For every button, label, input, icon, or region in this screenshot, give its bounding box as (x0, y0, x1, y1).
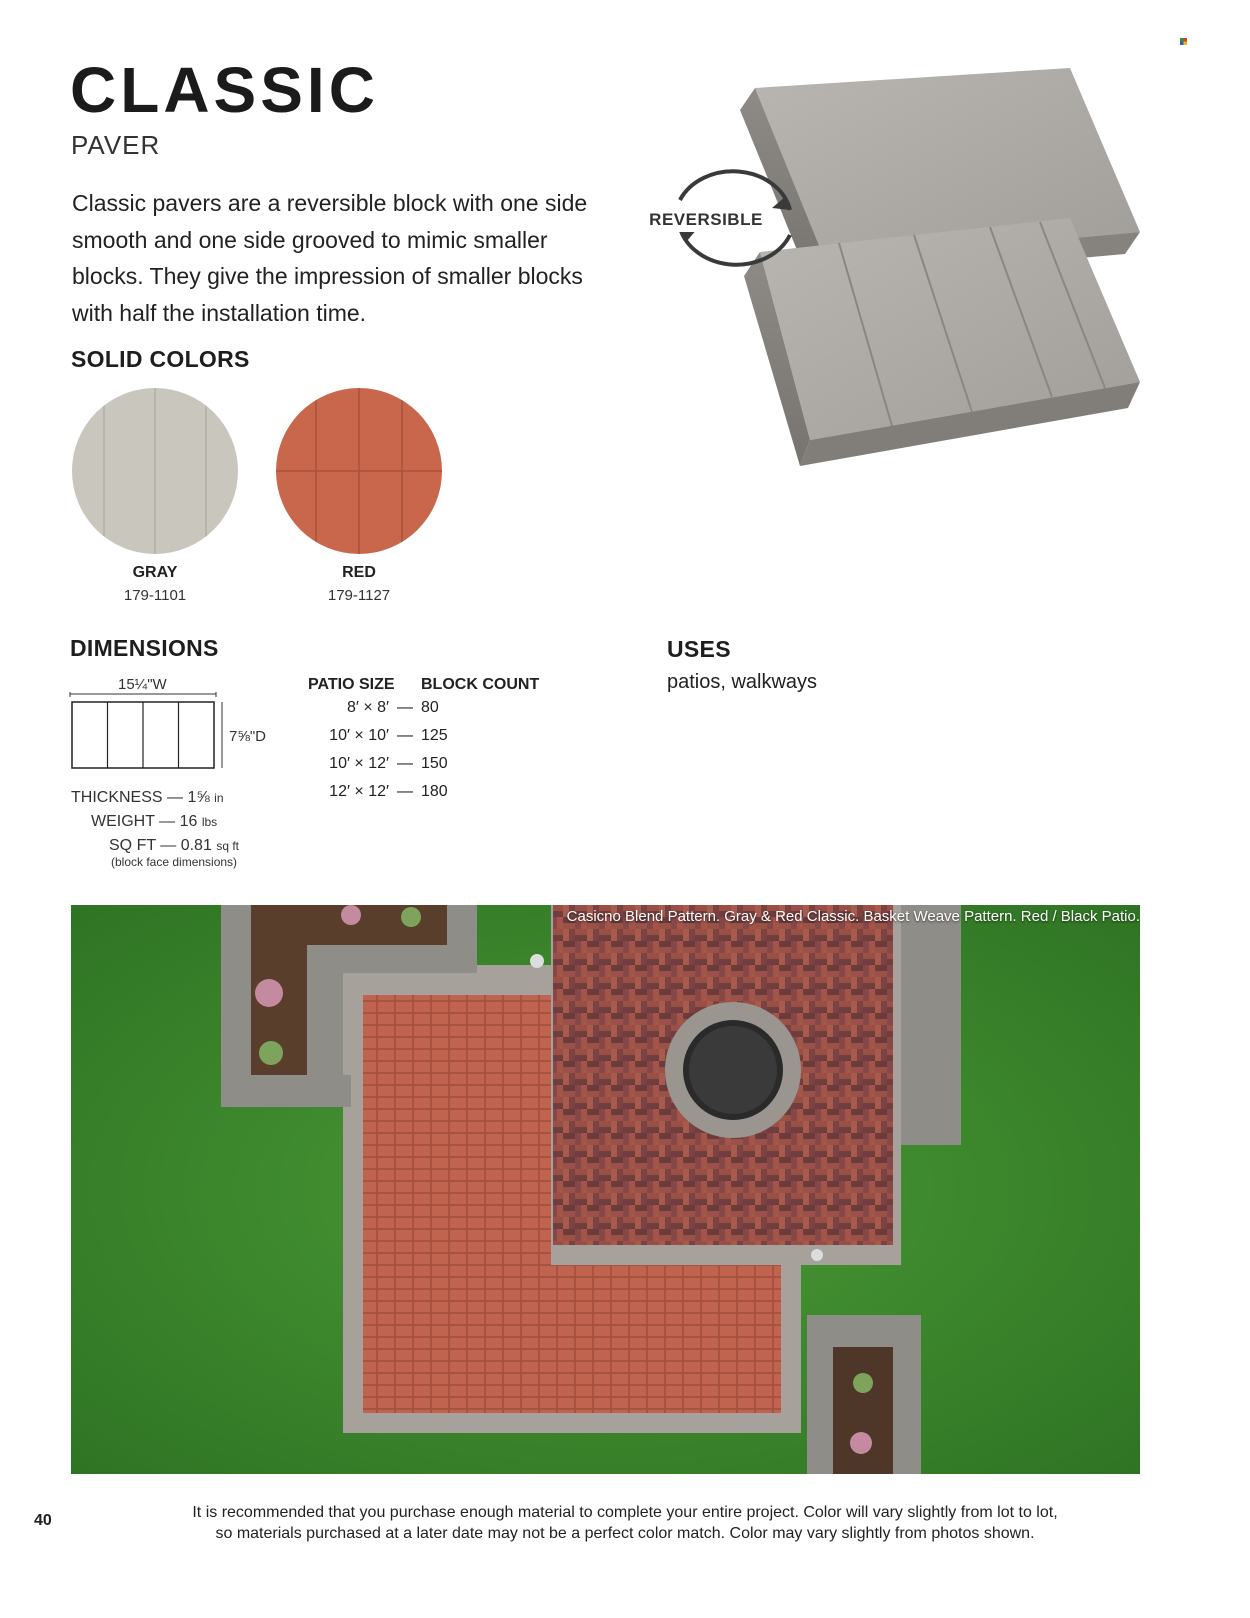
thickness-spec: THICKNESS — 1⅝ in (71, 789, 224, 806)
swatch-code: 179-1101 (123, 587, 187, 604)
swatch-code: 179-1127 (327, 587, 391, 604)
patio-size-header: PATIO SIZE (308, 676, 395, 693)
swatch-name: GRAY (132, 564, 178, 581)
block-count-header: BLOCK COUNT (421, 676, 540, 693)
dimensions-heading: DIMENSIONS (70, 635, 219, 661)
disclaimer-line: It is recommended that you purchase enough material to complete your entire project. Color will vary slightly from lot to lot, (192, 1504, 1058, 1521)
page-subtitle: PAVER (71, 130, 161, 160)
table-row: 10′ × 12′ — 150 (329, 755, 448, 772)
reversible-badge: REVERSIBLE (648, 208, 764, 232)
disclaimer-line: so materials purchased at a later date may not be a perfect color match. Color may vary slightly from photos shown. (215, 1525, 1035, 1542)
uses-text: patios, walkways (667, 671, 818, 693)
dimension-note: (block face dimensions) (111, 855, 238, 869)
gray-color-swatch (72, 388, 238, 554)
weight-spec: WEIGHT — 16 lbs (91, 813, 218, 830)
table-row: 8′ × 8′ — 80 (346, 699, 439, 716)
page-number: 40 (34, 1512, 52, 1529)
photo-caption: Casicno Blend Pattern. Gray & Red Classic. Basket Weave Pattern. Red / Black Patio. (566, 908, 1140, 925)
uses-heading: USES (667, 636, 731, 662)
product-description: Classic pavers are a reversible block with one side smooth and one side grooved to mimic smaller blocks. They give the impression of smaller blocks with half the installation time. (72, 190, 588, 326)
depth-label: 7⅝"D (229, 728, 267, 745)
block-diagram (68, 692, 228, 774)
solid-colors-heading: SOLID COLORS (71, 346, 250, 372)
brand-logo-icon (1180, 32, 1187, 39)
table-row: 10′ × 10′ — 125 (329, 727, 448, 744)
width-label: 15¼"W (118, 676, 167, 693)
page-title: CLASSIC (70, 54, 379, 126)
disclaimer-footer (160, 1502, 1090, 1544)
sqft-spec: SQ FT — 0.81 sq ft (109, 837, 239, 854)
red-color-swatch (276, 388, 442, 554)
swatch-name: RED (342, 564, 376, 581)
table-row: 12′ × 12′ — 180 (329, 783, 448, 800)
patio-photo (71, 905, 1140, 1474)
paver-product-image (640, 60, 1160, 480)
